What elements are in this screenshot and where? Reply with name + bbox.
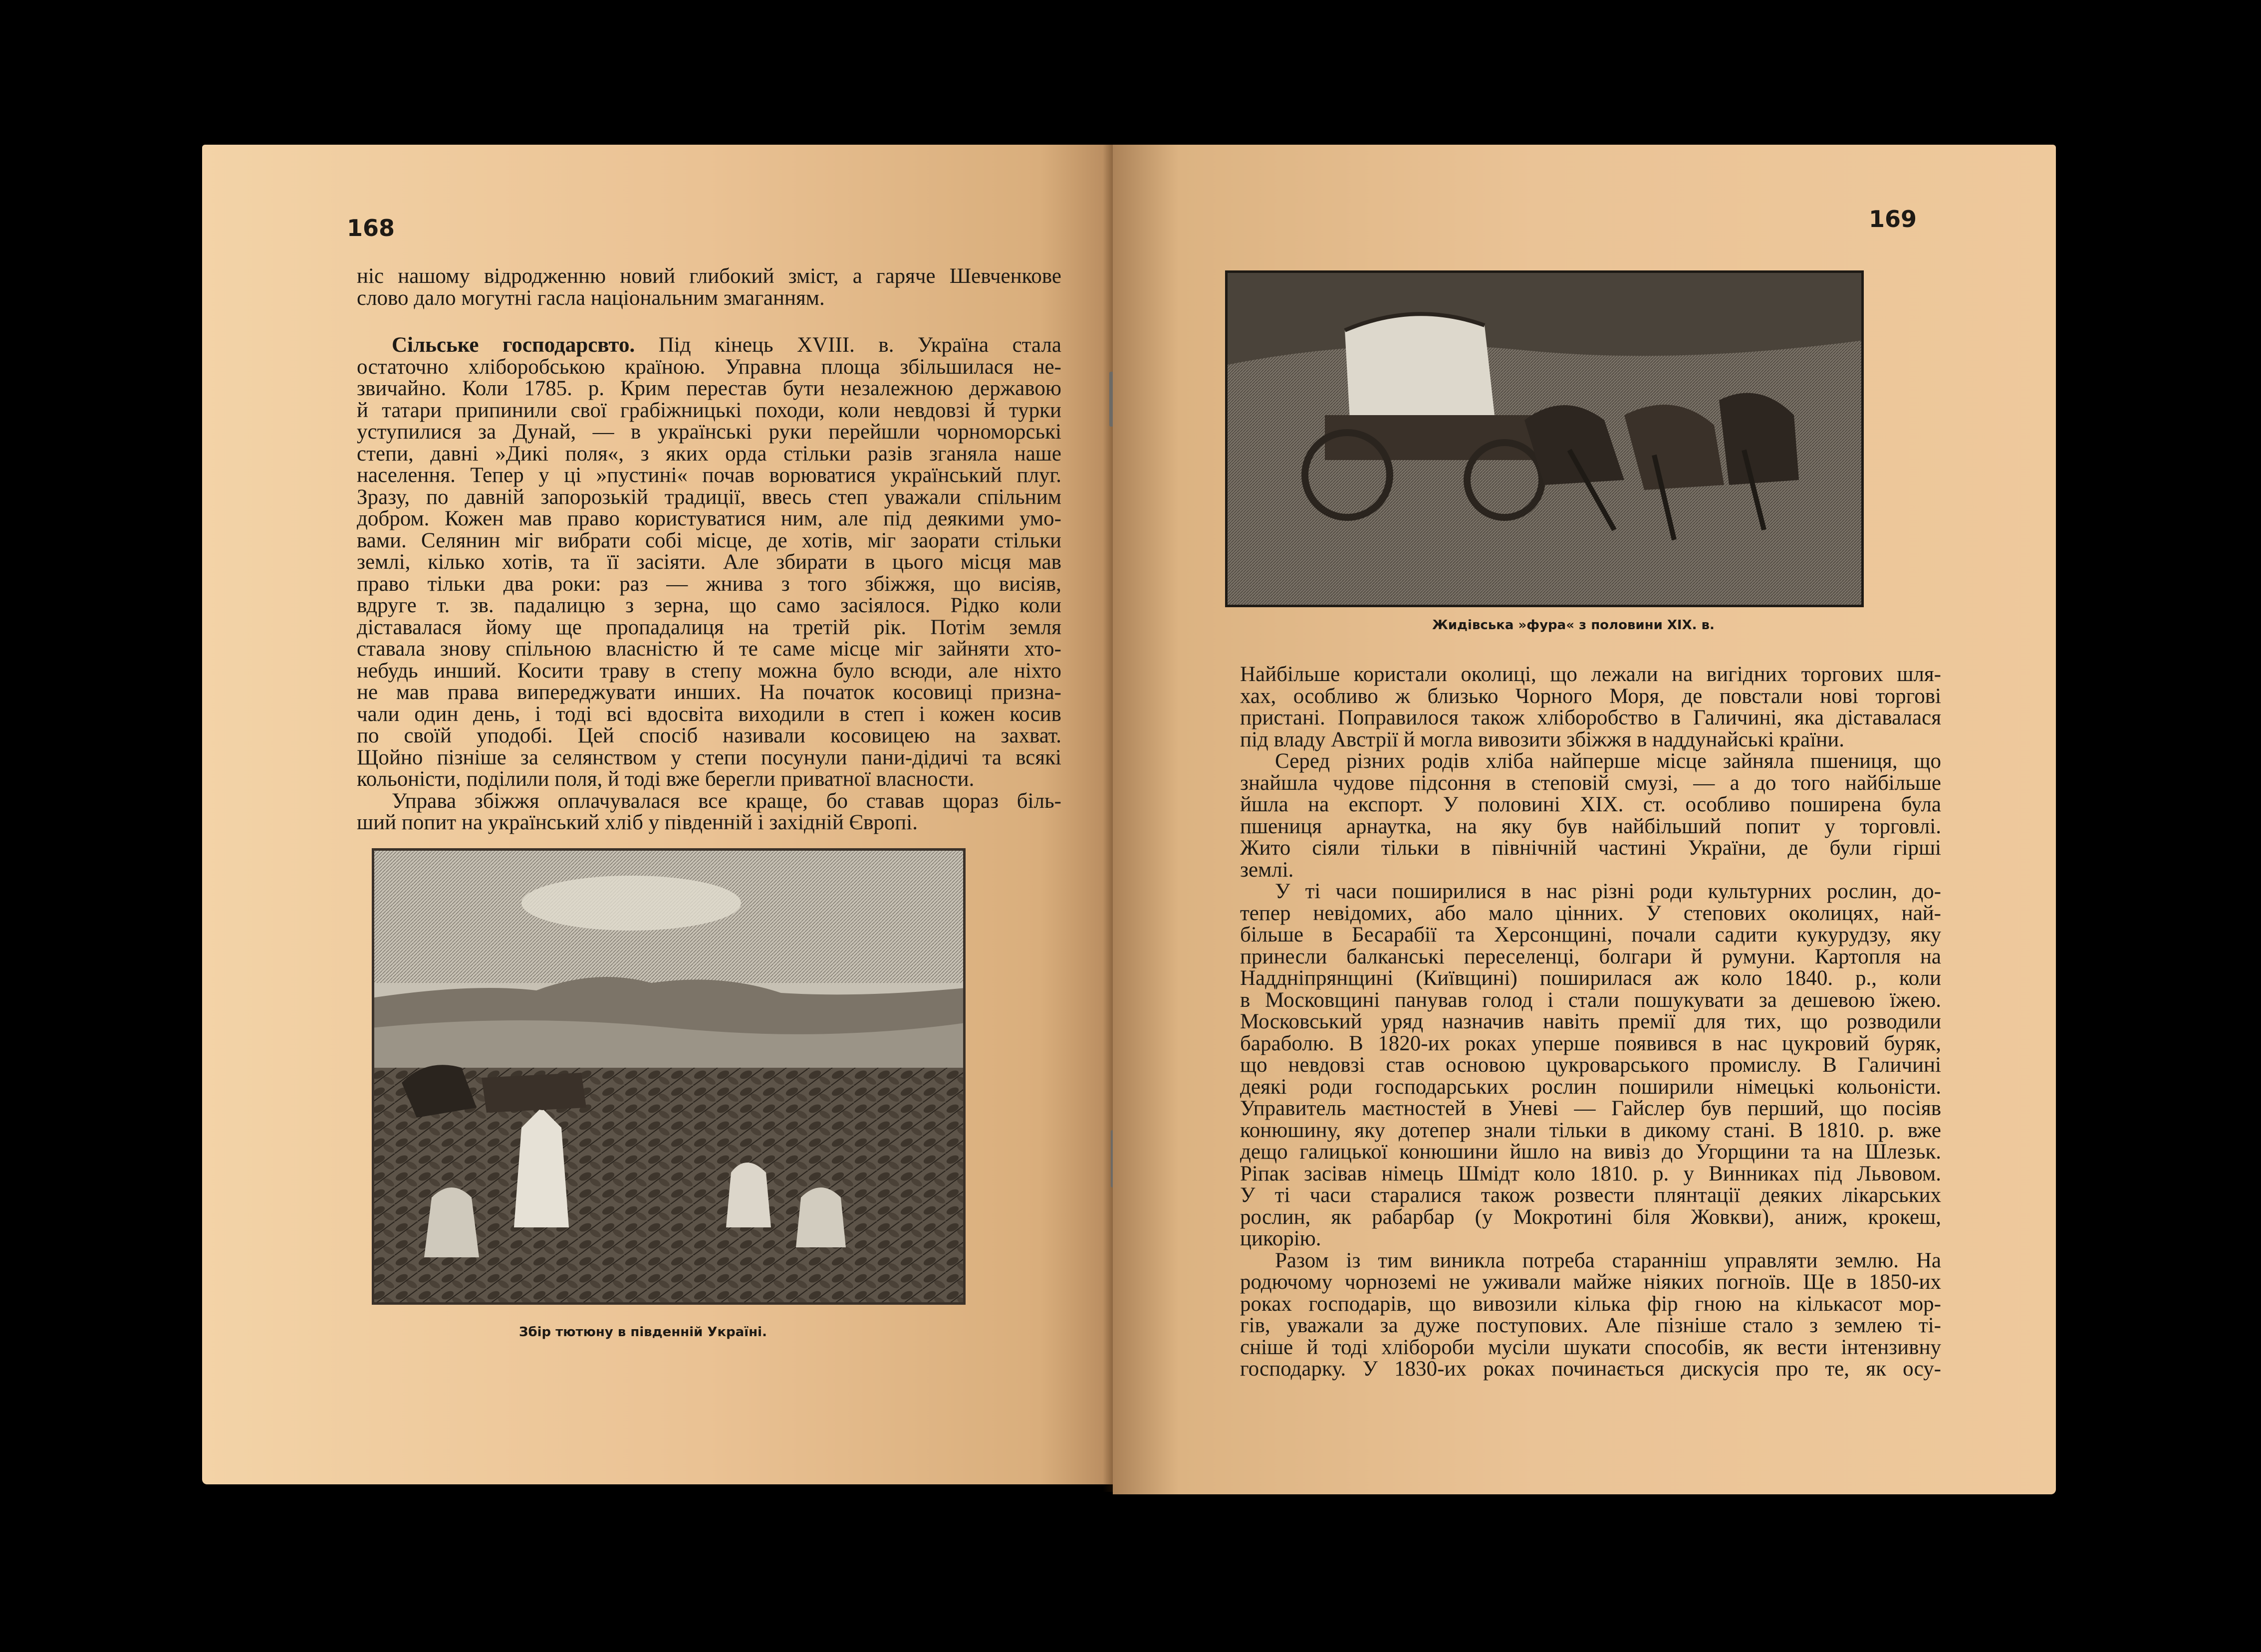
text-line: Жито сіяли тільки в північній частині України, де були гірші	[1240, 836, 1941, 860]
right-page	[1113, 145, 2056, 1494]
text-line: населення. Тепер у ці »пустині« почав ворюватися український плуг.	[357, 464, 1061, 487]
text-line: ставала знову спільною власністю й те саме місце мiг зайняти хто-	[357, 637, 1061, 661]
body-text-section: Сільське господарсвто. Під кінець XVIII. в. Україна стала остаточно хліборобською країною. Управна площа збільшилася не- звичайно. Коли 1785. р. Крим перестав бути незалежною державою й татари припинили свої грабіжницькі походи, коли невдовзі й турки уступилися за Дунай, — в українські руки перейшли чорноморські степи, давні »Дикі поля«, з яких орда стільки разів зганяла наше населення. Тепер у ці »пустині« почав ворюватися український плуг. Зразу, по давній запорозькій традиції, ввесь степ уважали спільним добром. Кожен мав право користуватися ним, але під деякими умо- вами. Селянин міг вибрати собі місце, де хотів, міг заорати стільки землі, кілько хотів, та її засіяти. Але збирати в цього місця мав право тільки два роки: раз — жнива з того збіжжя, що висіяв, вдруге т. зв. падалицю з зерна, що само засіялося. Рідко коли діставалася йому ще пропадалиця на третій рік. Потім земля ставала знову спільною власністю й те саме місце мiг зайняти хто- небудь инший. Косити траву в степу можна було всюди, але ніхто не мав права випереджувати инших. На початок косовиці призна- чали один день, і тоді всі вдосвіта виходили в степ і кожен косив по своїй уподобі. Цей спосіб називали косовицею на захват. Щойно пізніше за селянством у степи посунули пани-дідичі та всякі кольоністи, поділили поля, й тоді вже берегли приватної власности. Управа збіжжя оплачувалася все краще, бо ставав щораз біль- ший попит на український хліб у південній і західній Європі.	[357, 333, 1061, 834]
text-line: Зразу, по давній запорозькій традиції, ввесь степ уважали спільним	[357, 485, 1061, 509]
text-line: пшениця арнаутка, на яку був найбільший попит у торговлі.	[1240, 814, 1941, 838]
tobacco-harvest-engraving	[372, 848, 966, 1305]
text-line: й татари припинили свої грабіжницькі походи, коли невдовзі й турки	[357, 398, 1061, 422]
text-line: хах, особливо ж близько Чорного Моря, де повстали нові торгові	[1240, 684, 1941, 708]
text-line: остаточно хліборобською країною. Управна площа збільшилася не-	[357, 355, 1061, 379]
text-line: ший попит на український хліб у південній і західній Європі.	[357, 811, 918, 834]
text-line: рослин, як рабарбар (у Мокротині біля Жовкви), аниж, крокеш,	[1240, 1205, 1941, 1229]
text-line: цикорію.	[1240, 1227, 1321, 1250]
text-line: пристані. Поправилося також хліборобство в Галичині, яка діставалася	[1240, 706, 1941, 729]
text-line: вами. Селянин міг вибрати собі місце, де хотів, міг заорати стільки	[357, 528, 1061, 552]
section-heading: Сільське господарсвто.	[392, 333, 635, 357]
text-line: роках господарів, що вивозили кілька фір гною на кількасот мор-	[1240, 1292, 1941, 1316]
body-text	[1240, 664, 1941, 1380]
left-page	[202, 145, 1113, 1484]
text-line: по своїй уподобі. Цей спосіб називали косовицею на захват.	[357, 724, 1061, 747]
text-line: Разом із тим виникла потреба старанніш управляти землю. На	[1275, 1248, 1941, 1272]
text-line: Серед різних родів хліба найперше місце зайняла пшениця, що	[1275, 749, 1941, 773]
text-line: більше в Бесарабії та Херсонщині, почали садити кукурудзу, яку	[1240, 923, 1941, 946]
engraving-caption: Жидівська »фура« з половини XIX. в.	[1432, 618, 1715, 633]
text-line: Найбільше користали околиці, що лежали на вигідних торгових шля-	[1240, 663, 1941, 686]
text-line: не мав права випереджувати инших. На початок косовиці призна-	[357, 681, 1061, 704]
text-line: під владу Австрії й могла вивозити збіжжя в наддунайські країни.	[1240, 727, 1844, 751]
engraving-caption: Збір тютюну в південній Україні.	[519, 1325, 767, 1340]
text-line: тепер невідомих, або мало цінних. У степових околицях, най-	[1240, 901, 1941, 925]
text-line: конюшину, яку дотепер знали тільки в дикому стані. В 1810. р. вже	[1240, 1118, 1941, 1142]
body-text-top	[357, 265, 1061, 309]
text-line: кольоністи, поділили поля, й тоді вже берегли приватної власности.	[357, 767, 975, 791]
text-line: Щойно пізніше за селянством у степи посунули пани-дідичі та всякі	[357, 745, 1061, 769]
text-line: йшла на експорт. У половині XIX. ст. особливо поширена була	[1240, 793, 1941, 816]
text-line: Ріпак засівав німець Шмідт коло 1810. р. у Винниках під Львовом.	[1240, 1162, 1941, 1185]
text-line: діставалася йому ще пропадалиця на третій рік. Потім земля	[357, 615, 1061, 639]
text-line: Московський уряд назначив навіть премії для тих, що розводили	[1240, 1010, 1941, 1033]
text-line: вдруге т. зв. падалицю з зерна, що само засіялося. Рідко коли	[357, 594, 1061, 617]
text-line: господарку. У 1830-их роках починається дискусія про те, як осу-	[1240, 1357, 1941, 1381]
page-number: 169	[1869, 206, 1917, 233]
text-line: знайшла чудове підсоння в степовій смузі, — а до того найбільше	[1240, 771, 1941, 795]
text-line: Управитель маєтностей в Уневі — Гайслер був перший, що посіяв	[1240, 1097, 1941, 1120]
text-line: Наддніпрянщині (Київщині) поширилася аж коло 1840. р., коли	[1240, 966, 1941, 990]
text-line: що невдовзі став основою цукроварського промислу. В Галичині	[1240, 1053, 1941, 1077]
text-line: Управа збіжжя оплачувалася все краще, бо ставав щораз біль-	[392, 789, 1061, 813]
text-line: чали один день, і тоді всі вдосвіта виходили в степ і кожен косив	[357, 702, 1061, 726]
text-line: деякі роди господарських рослин поширили німецькі кольоністи.	[1240, 1075, 1941, 1099]
text-line: землі.	[1240, 858, 1294, 882]
text-line: У ті часи старалися також розвести плянтації деяких лікарських	[1240, 1183, 1941, 1207]
page-number: 168	[347, 215, 395, 241]
text-line: гів, уважали за дуже поступових. Але пізніше стало з землею ті-	[1240, 1314, 1941, 1337]
text-line: сніше й тоді хлібороби мусіли шукати способів, як вести інтензивну	[1240, 1335, 1941, 1359]
text-line: У ті часи поширилися в нас різні роди культурних рослин, до-	[1275, 880, 1941, 903]
text-line: уступилися за Дунай, — в українські руки перейшли чорноморські	[357, 420, 1061, 444]
text-line: принесли балканські переселенці, болгари й румуни. Картопля на	[1240, 944, 1941, 968]
text-line: ніс нашому відродженню новий глибокий зміст, а гаряче Шевченкове	[357, 264, 1061, 288]
text-line: звичайно. Коли 1785. р. Крим перестав бути незалежною державою	[357, 377, 1061, 400]
text-line: степи, давні »Дикі поля«, з яких орда стільки разів зганяла наше	[357, 442, 1061, 466]
text-line: в Московщині панував голод і стали пошукувати за дешевою їжею.	[1240, 988, 1941, 1012]
text-line: дещо галицької конюшини йшло на вивіз до Угорщини та на Шлезьк.	[1240, 1140, 1941, 1164]
text-line: добром. Кожен мав право користуватися ним, але під деякими умо-	[357, 507, 1061, 530]
text-line: право тільки два роки: раз — жнива з того збіжжя, що висіяв,	[357, 572, 1061, 596]
text-line: небудь инший. Косити траву в степу можна було всюди, але ніхто	[357, 659, 1061, 683]
covered-wagon-engraving	[1225, 270, 1864, 607]
text-line: бараболю. В 1820-их роках уперше появився в нас цукровий буряк,	[1240, 1031, 1941, 1055]
text-line: родючому чорноземі не уживали майже ніяких погноїв. Ще в 1850-их	[1240, 1270, 1941, 1294]
text-line: землі, кілько хотів, та її засіяти. Але збирати в цього місця мав	[357, 550, 1061, 574]
text-line: слово дало могутні гасла національним змаганням.	[357, 286, 825, 310]
